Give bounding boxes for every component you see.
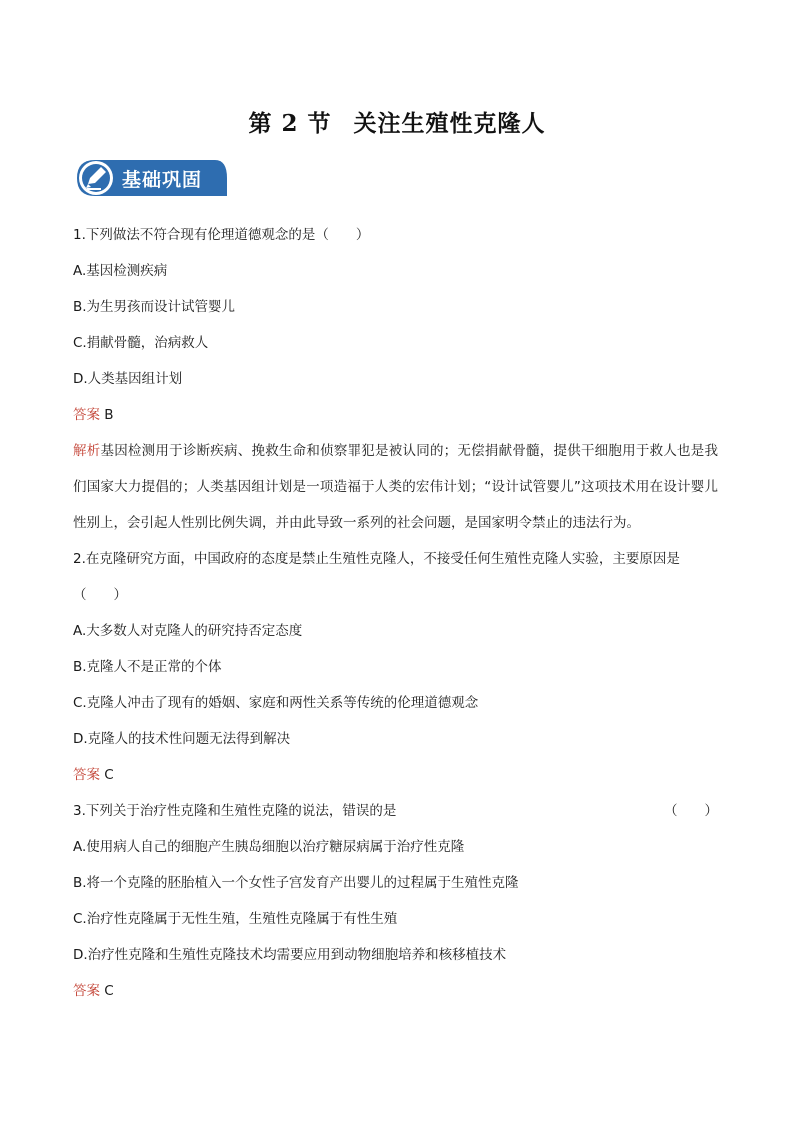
section-banner: [75, 158, 229, 198]
question-3-option-a: A.使用病人自己的细胞产生胰岛细胞以治疗糖尿病属于治疗性克隆: [73, 839, 465, 855]
question-2-stem-tail: （ ）: [73, 587, 127, 603]
question-1-option-b: B.为生男孩而设计试管婴儿: [73, 299, 236, 315]
question-2-option-d: D.克隆人的技术性问题无法得到解决: [73, 731, 291, 747]
analysis-label: 解析: [73, 443, 101, 459]
section-name: 关注生殖性克隆人: [353, 110, 546, 137]
answer-value: C: [104, 983, 114, 999]
question-1-option-a: A.基因检测疾病: [73, 263, 168, 279]
question-2-option-c: C.克隆人冲击了现有的婚姻、家庭和两性关系等传统的伦理道德观念: [73, 695, 479, 711]
answer-value: C: [104, 767, 114, 783]
question-3-answer-blank: （ ）: [664, 803, 718, 819]
answer-label: 答案: [73, 407, 100, 423]
answer-label: 答案: [73, 983, 100, 999]
question-2-answer: [73, 766, 114, 784]
question-3-answer: [73, 982, 114, 1000]
question-3-stem: 3.下列关于治疗性克隆和生殖性克隆的说法，错误的是: [73, 803, 397, 819]
question-1-option-d: D.人类基因组计划: [73, 371, 183, 387]
question-1-stem: 1.下列做法不符合现有伦理道德观念的是（ ）: [73, 227, 370, 243]
question-1-option-c: C.捐献骨髓，治病救人: [73, 335, 209, 351]
section-number: 第 2 节: [248, 110, 332, 137]
question-2-option-a: A.大多数人对克隆人的研究持否定态度: [73, 623, 303, 639]
question-1-analysis: [73, 433, 718, 541]
question-1-answer: [73, 406, 114, 424]
question-3-option-c: C.治疗性克隆属于无性生殖，生殖性克隆属于有性生殖: [73, 911, 398, 927]
question-3-option-d: D.治疗性克隆和生殖性克隆技术均需要应用到动物细胞培养和核移植技术: [73, 947, 507, 963]
page-title: [0, 105, 794, 138]
answer-value: B: [104, 407, 114, 423]
question-2-option-b: B.克隆人不是正常的个体: [73, 659, 222, 675]
analysis-text: 基因检测用于诊断疾病、挽救生命和侦察罪犯是被认同的；无偿捐献骨髓，提供干细胞用于救人也是我们国家大力提倡的；人类基因组计划是一项造福于人类的宏伟计划；“设计试管婴儿”这项技术用在设计婴儿性别上，会引起人性别比例失调，并由此导致一系列的社会问题，是国家明令禁止的违法行为。: [73, 443, 719, 531]
question-2-stem: 2.在克隆研究方面，中国政府的态度是禁止生殖性克隆人，不接受任何生殖性克隆人实验，主要原因是: [73, 551, 680, 567]
question-3-option-b: B.将一个克隆的胚胎植入一个女性子宫发育产出婴儿的过程属于生殖性克隆: [73, 875, 519, 891]
pencil-icon: [76, 158, 116, 198]
answer-label: 答案: [73, 767, 100, 783]
question-3-stem-row: [73, 802, 718, 820]
banner-label: 基础巩固: [122, 169, 203, 191]
